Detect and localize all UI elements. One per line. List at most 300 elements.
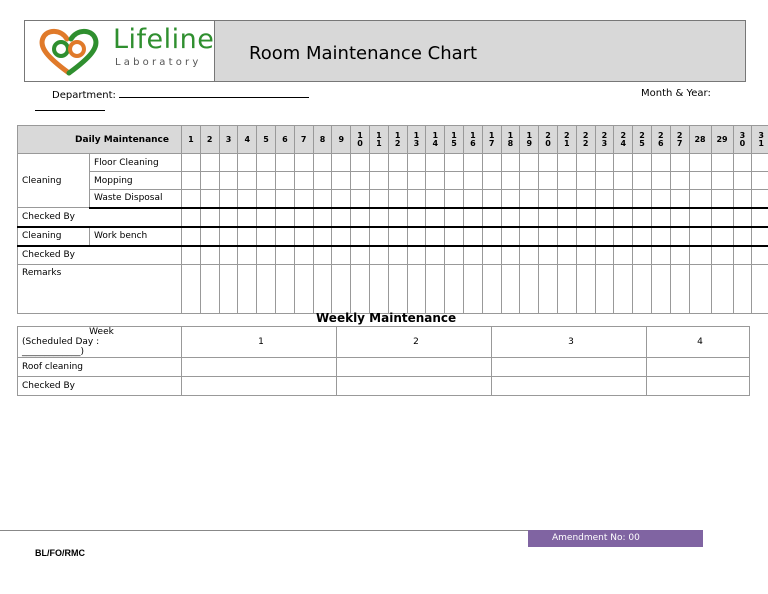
day-cell[interactable] xyxy=(426,208,445,227)
day-cell[interactable] xyxy=(595,154,614,172)
day-cell[interactable] xyxy=(294,227,313,246)
task-label: Waste Disposal xyxy=(90,190,182,208)
day-cell[interactable] xyxy=(651,154,670,172)
day-cell[interactable] xyxy=(752,172,768,190)
roof-cleaning-label: Roof cleaning xyxy=(18,358,182,377)
day-cell[interactable] xyxy=(520,154,539,172)
day-number: 28 xyxy=(689,126,711,154)
day-cell[interactable] xyxy=(633,190,652,208)
day-number: 5 xyxy=(257,126,276,154)
day-cell[interactable] xyxy=(182,154,201,172)
day-cell[interactable] xyxy=(369,190,388,208)
day-cell[interactable] xyxy=(557,172,576,190)
day-cell[interactable] xyxy=(576,227,595,246)
day-cell[interactable] xyxy=(670,208,689,227)
day-cell[interactable] xyxy=(313,190,332,208)
day-cell[interactable] xyxy=(388,172,407,190)
day-cell[interactable] xyxy=(275,190,294,208)
day-cell[interactable] xyxy=(445,246,464,265)
day-cell[interactable] xyxy=(369,227,388,246)
week-cell[interactable] xyxy=(337,377,492,396)
day-cell[interactable] xyxy=(219,227,238,246)
day-cell[interactable] xyxy=(351,265,370,314)
day-cell[interactable] xyxy=(238,190,257,208)
day-number: 1 0 xyxy=(351,126,370,154)
day-cell[interactable] xyxy=(182,265,201,314)
day-cell[interactable] xyxy=(501,227,520,246)
day-cell[interactable] xyxy=(426,154,445,172)
document-header xyxy=(24,20,746,82)
day-cell[interactable] xyxy=(463,208,482,227)
day-cell[interactable] xyxy=(614,265,633,314)
amendment-badge: Amendment No: 00 xyxy=(528,530,703,547)
day-cell[interactable] xyxy=(313,246,332,265)
day-cell[interactable] xyxy=(257,172,276,190)
day-cell[interactable] xyxy=(482,208,501,227)
footer-divider xyxy=(0,530,530,531)
day-number: 7 xyxy=(294,126,313,154)
day-cell[interactable] xyxy=(238,154,257,172)
day-cell[interactable] xyxy=(633,265,652,314)
day-cell[interactable] xyxy=(482,227,501,246)
day-cell[interactable] xyxy=(595,227,614,246)
daily-maintenance-table xyxy=(17,125,768,314)
day-cell[interactable] xyxy=(182,208,201,227)
day-cell[interactable] xyxy=(501,208,520,227)
day-cell[interactable] xyxy=(482,246,501,265)
day-cell[interactable] xyxy=(332,227,351,246)
day-cell[interactable] xyxy=(752,227,768,246)
day-cell[interactable] xyxy=(388,246,407,265)
day-cell[interactable] xyxy=(557,246,576,265)
day-cell[interactable] xyxy=(482,190,501,208)
day-cell[interactable] xyxy=(557,190,576,208)
day-cell[interactable] xyxy=(275,246,294,265)
day-cell[interactable] xyxy=(501,190,520,208)
week-number: 1 xyxy=(182,327,337,358)
day-number: 2 5 xyxy=(633,126,652,154)
day-number: 9 xyxy=(332,126,351,154)
day-cell[interactable] xyxy=(219,154,238,172)
day-cell[interactable] xyxy=(651,208,670,227)
day-cell[interactable] xyxy=(445,265,464,314)
day-cell[interactable] xyxy=(407,154,426,172)
day-cell[interactable] xyxy=(200,190,219,208)
day-cell[interactable] xyxy=(752,265,768,314)
day-cell[interactable] xyxy=(576,154,595,172)
page-title: Room Maintenance Chart xyxy=(249,43,478,64)
day-cell[interactable] xyxy=(711,172,733,190)
day-cell[interactable] xyxy=(275,172,294,190)
day-cell[interactable] xyxy=(332,246,351,265)
day-cell[interactable] xyxy=(238,265,257,314)
week-number: 3 xyxy=(492,327,647,358)
day-cell[interactable] xyxy=(557,208,576,227)
day-cell[interactable] xyxy=(711,227,733,246)
day-cell[interactable] xyxy=(351,227,370,246)
day-cell[interactable] xyxy=(482,154,501,172)
day-cell[interactable] xyxy=(407,172,426,190)
day-cell[interactable] xyxy=(294,154,313,172)
day-cell[interactable] xyxy=(257,265,276,314)
day-cell[interactable] xyxy=(388,154,407,172)
day-cell[interactable] xyxy=(388,265,407,314)
day-cell[interactable] xyxy=(294,246,313,265)
day-number: 1 5 xyxy=(445,126,464,154)
checked-by-row xyxy=(18,208,768,227)
day-cell[interactable] xyxy=(595,208,614,227)
day-cell[interactable] xyxy=(689,190,711,208)
day-cell[interactable] xyxy=(426,190,445,208)
day-cell[interactable] xyxy=(482,172,501,190)
day-cell[interactable] xyxy=(595,265,614,314)
day-cell[interactable] xyxy=(539,265,558,314)
day-number: 1 8 xyxy=(501,126,520,154)
day-cell[interactable] xyxy=(733,246,752,265)
day-cell[interactable] xyxy=(614,227,633,246)
day-cell[interactable] xyxy=(576,190,595,208)
weekly-checked-by-label: Checked By xyxy=(18,377,182,396)
day-cell[interactable] xyxy=(557,265,576,314)
day-cell[interactable] xyxy=(651,265,670,314)
day-cell[interactable] xyxy=(614,246,633,265)
day-cell[interactable] xyxy=(257,154,276,172)
day-cell[interactable] xyxy=(670,154,689,172)
day-cell[interactable] xyxy=(520,265,539,314)
day-cell[interactable] xyxy=(463,190,482,208)
day-cell[interactable] xyxy=(369,154,388,172)
day-cell[interactable] xyxy=(733,190,752,208)
day-cell[interactable] xyxy=(351,190,370,208)
day-cell[interactable] xyxy=(539,227,558,246)
daily-header-label: Daily Maintenance xyxy=(18,126,182,154)
day-number: 1 4 xyxy=(426,126,445,154)
day-cell[interactable] xyxy=(501,265,520,314)
day-cell[interactable] xyxy=(711,154,733,172)
day-cell[interactable] xyxy=(219,172,238,190)
day-cell[interactable] xyxy=(275,227,294,246)
day-number: 4 xyxy=(238,126,257,154)
day-cell[interactable] xyxy=(351,154,370,172)
day-cell[interactable] xyxy=(501,246,520,265)
document-code: BL/FO/RMC xyxy=(35,548,85,558)
weekly-title: Weekly Maintenance xyxy=(316,311,457,325)
day-cell[interactable] xyxy=(711,265,733,314)
day-cell[interactable] xyxy=(463,227,482,246)
day-cell[interactable] xyxy=(711,208,733,227)
day-cell[interactable] xyxy=(557,154,576,172)
day-cell[interactable] xyxy=(752,208,768,227)
remarks-row xyxy=(18,265,768,314)
day-cell[interactable] xyxy=(407,246,426,265)
checked-by-row-2 xyxy=(18,246,768,265)
week-cell[interactable] xyxy=(647,358,750,377)
week-number: 4 xyxy=(647,327,750,358)
day-cell[interactable] xyxy=(388,227,407,246)
day-cell[interactable] xyxy=(275,154,294,172)
day-cell[interactable] xyxy=(633,246,652,265)
day-cell[interactable] xyxy=(407,190,426,208)
day-cell[interactable] xyxy=(633,227,652,246)
day-cell[interactable] xyxy=(539,246,558,265)
day-cell[interactable] xyxy=(369,208,388,227)
day-cell[interactable] xyxy=(520,172,539,190)
day-cell[interactable] xyxy=(711,246,733,265)
day-number: 1 9 xyxy=(520,126,539,154)
day-cell[interactable] xyxy=(633,154,652,172)
day-cell[interactable] xyxy=(501,154,520,172)
day-cell[interactable] xyxy=(426,246,445,265)
day-cell[interactable] xyxy=(313,172,332,190)
day-cell[interactable] xyxy=(426,172,445,190)
day-cell[interactable] xyxy=(689,265,711,314)
day-cell[interactable] xyxy=(733,154,752,172)
day-cell[interactable] xyxy=(388,208,407,227)
day-cell[interactable] xyxy=(520,208,539,227)
day-number: 2 xyxy=(200,126,219,154)
day-cell[interactable] xyxy=(463,172,482,190)
day-cell[interactable] xyxy=(576,265,595,314)
day-number: 1 3 xyxy=(407,126,426,154)
day-cell[interactable] xyxy=(369,172,388,190)
day-cell[interactable] xyxy=(633,208,652,227)
day-cell[interactable] xyxy=(614,208,633,227)
day-cell[interactable] xyxy=(670,265,689,314)
day-number: 1 xyxy=(182,126,201,154)
roof-cleaning-row xyxy=(18,358,750,377)
day-cell[interactable] xyxy=(651,172,670,190)
day-number: 1 6 xyxy=(463,126,482,154)
day-cell[interactable] xyxy=(614,190,633,208)
day-cell[interactable] xyxy=(733,227,752,246)
task-row xyxy=(18,154,768,172)
day-number: 2 7 xyxy=(670,126,689,154)
day-cell[interactable] xyxy=(670,190,689,208)
day-cell[interactable] xyxy=(313,208,332,227)
day-cell[interactable] xyxy=(407,265,426,314)
day-cell[interactable] xyxy=(463,246,482,265)
day-cell[interactable] xyxy=(689,227,711,246)
checked-by-label-2: Checked By xyxy=(18,246,182,265)
day-cell[interactable] xyxy=(257,208,276,227)
day-cell[interactable] xyxy=(445,172,464,190)
day-cell[interactable] xyxy=(238,208,257,227)
day-cell[interactable] xyxy=(539,190,558,208)
week-label-cell xyxy=(18,327,182,358)
day-cell[interactable] xyxy=(733,265,752,314)
day-cell[interactable] xyxy=(351,172,370,190)
day-cell[interactable] xyxy=(257,227,276,246)
department-input-line-2[interactable] xyxy=(35,110,105,111)
day-cell[interactable] xyxy=(670,227,689,246)
day-cell[interactable] xyxy=(369,246,388,265)
day-cell[interactable] xyxy=(219,208,238,227)
cleaning-label-2: Cleaning xyxy=(18,227,90,246)
day-cell[interactable] xyxy=(313,227,332,246)
day-cell[interactable] xyxy=(689,208,711,227)
day-cell[interactable] xyxy=(219,246,238,265)
day-cell[interactable] xyxy=(182,246,201,265)
day-cell[interactable] xyxy=(595,190,614,208)
department-label: Department: xyxy=(52,90,116,101)
day-cell[interactable] xyxy=(520,190,539,208)
heart-logo-icon xyxy=(37,27,101,77)
day-cell[interactable] xyxy=(200,265,219,314)
day-cell[interactable] xyxy=(407,227,426,246)
day-cell[interactable] xyxy=(463,154,482,172)
day-cell[interactable] xyxy=(520,246,539,265)
day-cell[interactable] xyxy=(257,246,276,265)
day-cell[interactable] xyxy=(651,227,670,246)
day-cell[interactable] xyxy=(182,172,201,190)
day-cell[interactable] xyxy=(238,246,257,265)
work-bench-label: Work bench xyxy=(90,227,182,246)
day-cell[interactable] xyxy=(294,208,313,227)
day-cell[interactable] xyxy=(332,172,351,190)
day-cell[interactable] xyxy=(200,208,219,227)
day-cell[interactable] xyxy=(351,208,370,227)
day-cell[interactable] xyxy=(426,227,445,246)
week-number: 2 xyxy=(337,327,492,358)
department-field xyxy=(52,88,309,101)
day-cell[interactable] xyxy=(633,172,652,190)
weekly-maintenance-table xyxy=(17,326,750,396)
day-number: 29 xyxy=(711,126,733,154)
day-number: 8 xyxy=(313,126,332,154)
day-number: 2 0 xyxy=(539,126,558,154)
day-cell[interactable] xyxy=(595,172,614,190)
task-label: Floor Cleaning xyxy=(90,154,182,172)
day-cell[interactable] xyxy=(200,246,219,265)
day-cell[interactable] xyxy=(313,154,332,172)
day-cell[interactable] xyxy=(182,190,201,208)
day-cell[interactable] xyxy=(275,265,294,314)
week-cell[interactable] xyxy=(182,377,337,396)
day-cell[interactable] xyxy=(407,208,426,227)
day-cell[interactable] xyxy=(689,154,711,172)
day-cell[interactable] xyxy=(689,246,711,265)
day-cell[interactable] xyxy=(689,172,711,190)
day-cell[interactable] xyxy=(200,172,219,190)
brand-subtitle: Laboratory xyxy=(115,57,202,68)
week-cell[interactable] xyxy=(492,377,647,396)
day-cell[interactable] xyxy=(463,265,482,314)
day-cell[interactable] xyxy=(200,154,219,172)
day-number: 2 2 xyxy=(576,126,595,154)
day-cell[interactable] xyxy=(733,172,752,190)
day-cell[interactable] xyxy=(595,246,614,265)
day-cell[interactable] xyxy=(539,154,558,172)
weekly-checked-by-row xyxy=(18,377,750,396)
day-cell[interactable] xyxy=(733,208,752,227)
day-number: 1 2 xyxy=(388,126,407,154)
day-cell[interactable] xyxy=(670,246,689,265)
day-cell[interactable] xyxy=(294,190,313,208)
week-cell[interactable] xyxy=(337,358,492,377)
day-cell[interactable] xyxy=(670,172,689,190)
day-number: 3 0 xyxy=(733,126,752,154)
day-cell[interactable] xyxy=(369,265,388,314)
day-cell[interactable] xyxy=(219,265,238,314)
day-cell[interactable] xyxy=(294,265,313,314)
remarks-label: Remarks xyxy=(18,265,182,314)
task-label: Mopping xyxy=(90,172,182,190)
week-label-line2: (Scheduled Day : xyxy=(22,337,100,347)
checked-by-label: Checked By xyxy=(18,208,182,227)
day-cell[interactable] xyxy=(238,227,257,246)
day-number: 2 1 xyxy=(557,126,576,154)
day-number: 3 xyxy=(219,126,238,154)
day-cell[interactable] xyxy=(238,172,257,190)
day-cell[interactable] xyxy=(426,265,445,314)
day-cell[interactable] xyxy=(351,246,370,265)
day-cell[interactable] xyxy=(520,227,539,246)
day-cell[interactable] xyxy=(576,172,595,190)
week-label-line3: _____________) xyxy=(22,347,85,357)
day-cell[interactable] xyxy=(200,227,219,246)
work-bench-row xyxy=(18,227,768,246)
day-cell[interactable] xyxy=(752,190,768,208)
day-number: 1 7 xyxy=(482,126,501,154)
day-cell[interactable] xyxy=(313,265,332,314)
day-cell[interactable] xyxy=(445,190,464,208)
day-cell[interactable] xyxy=(332,265,351,314)
day-header-row xyxy=(18,126,768,154)
day-number: 2 6 xyxy=(651,126,670,154)
day-cell[interactable] xyxy=(182,227,201,246)
day-cell[interactable] xyxy=(501,172,520,190)
day-cell[interactable] xyxy=(752,246,768,265)
day-cell[interactable] xyxy=(557,227,576,246)
day-cell[interactable] xyxy=(651,190,670,208)
day-cell[interactable] xyxy=(332,190,351,208)
day-cell[interactable] xyxy=(445,154,464,172)
cleaning-label: Cleaning xyxy=(18,154,90,208)
week-cell[interactable] xyxy=(647,377,750,396)
day-cell[interactable] xyxy=(257,190,276,208)
day-cell[interactable] xyxy=(576,208,595,227)
day-cell[interactable] xyxy=(275,208,294,227)
day-cell[interactable] xyxy=(294,172,313,190)
day-number: 2 3 xyxy=(595,126,614,154)
department-input-line[interactable] xyxy=(119,88,309,98)
day-cell[interactable] xyxy=(651,246,670,265)
day-cell[interactable] xyxy=(614,172,633,190)
logo xyxy=(25,21,215,81)
day-cell[interactable] xyxy=(752,154,768,172)
day-cell[interactable] xyxy=(219,190,238,208)
day-cell[interactable] xyxy=(388,190,407,208)
day-cell[interactable] xyxy=(539,208,558,227)
week-cell[interactable] xyxy=(182,358,337,377)
day-cell[interactable] xyxy=(576,246,595,265)
day-cell[interactable] xyxy=(482,265,501,314)
day-cell[interactable] xyxy=(332,154,351,172)
day-number: 6 xyxy=(275,126,294,154)
month-year-label: Month & Year: xyxy=(641,88,711,99)
week-label-line1: Week xyxy=(89,327,114,337)
day-cell[interactable] xyxy=(445,208,464,227)
day-cell[interactable] xyxy=(445,227,464,246)
week-cell[interactable] xyxy=(492,358,647,377)
day-number: 2 4 xyxy=(614,126,633,154)
day-cell[interactable] xyxy=(539,172,558,190)
day-cell[interactable] xyxy=(332,208,351,227)
day-number: 1 1 xyxy=(369,126,388,154)
brand-name: Lifeline xyxy=(113,24,215,55)
day-cell[interactable] xyxy=(711,190,733,208)
day-cell[interactable] xyxy=(614,154,633,172)
